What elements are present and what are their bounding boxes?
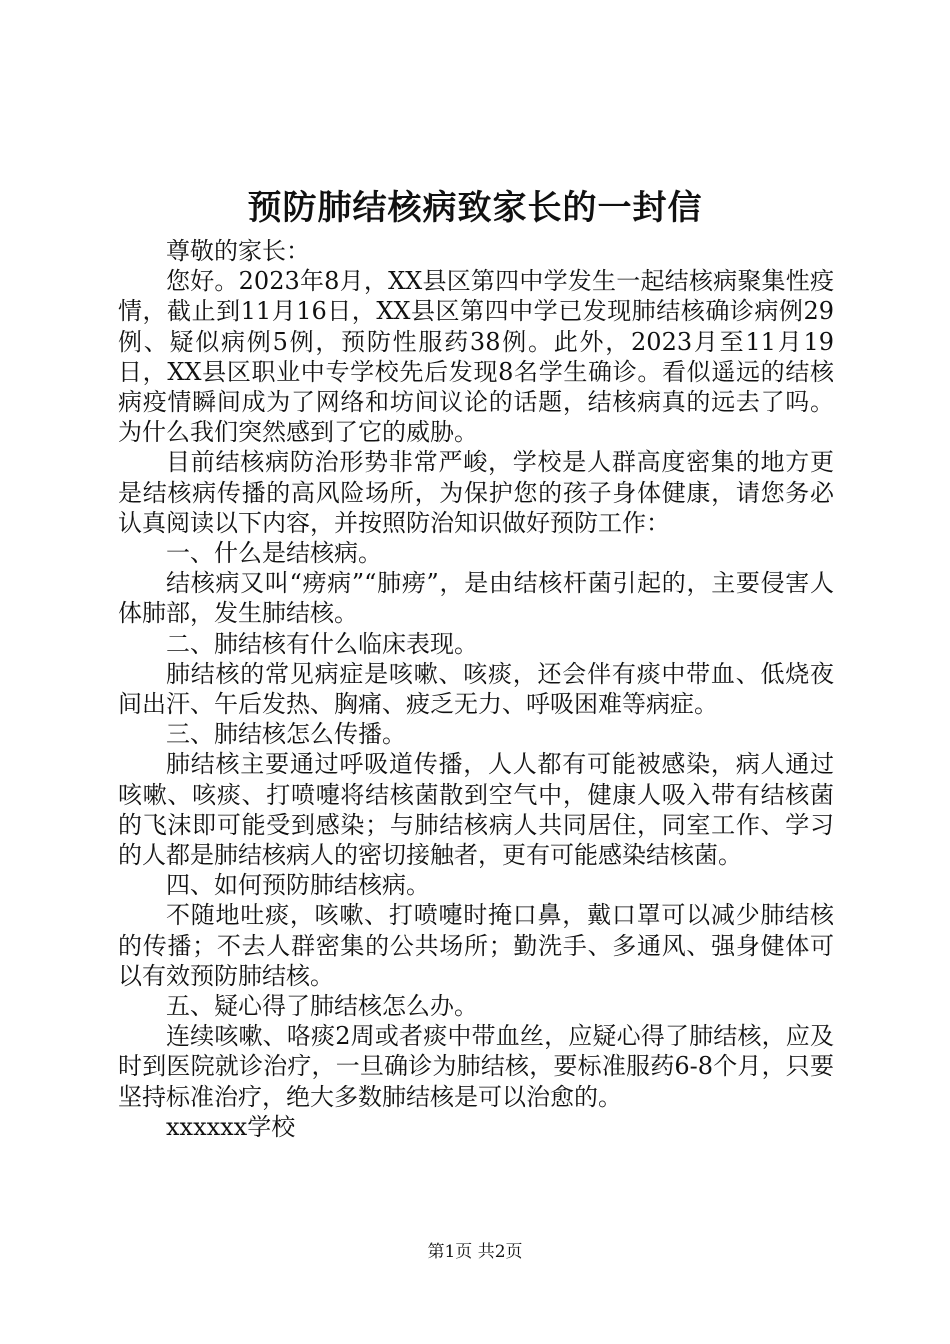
section-body-1: 结核病又叫“痨病”“肺痨”，是由结核杆菌引起的，主要侵害人体肺部，发生肺结核。 [118, 569, 834, 628]
letter-body [118, 236, 834, 1142]
section-body-3: 肺结核主要通过呼吸道传播，人人都有可能被感染，病人通过咳嗽、咳痰、打喷嚏将结核菌散到空气中，健康人吸入带有结核菌的飞沫即可能受到感染；与肺结核病人共同居住，同室工作、学习的人都是肺结核病人的密切接触者，更有可能感染结核菌。 [118, 750, 834, 870]
signature-line: xxxxxx学校 [166, 1112, 296, 1141]
paragraph-situation: 目前结核病防治形势非常严峻，学校是人群高度密集的地方更是结核病传播的高风险场所，为保护您的孩子身体健康，请您务必认真阅读以下内容，并按照防治知识做好预防工作： [118, 448, 834, 537]
document-title: 预防肺结核病致家长的一封信 [247, 188, 703, 228]
section-body-4: 不随地吐痰，咳嗽、打喷嚏时掩口鼻，戴口罩可以减少肺结核的传播；不去人群密集的公共场所；勤洗手、多通风、强身健体可以有效预防肺结核。 [118, 901, 834, 990]
section-heading-5: 五、疑心得了肺结核怎么办。 [166, 992, 478, 1021]
section-heading-2: 二、肺结核有什么临床表现。 [166, 629, 478, 658]
section-body-5: 连续咳嗽、咯痰2周或者痰中带血丝，应疑心得了肺结核，应及时到医院就诊治疗，一旦确诊为肺结核，要标准服药6-8个月，只要坚持标准治疗，绝大多数肺结核是可以治愈的。 [118, 1022, 834, 1111]
paragraph-intro: 您好。2023年8月，XX县区第四中学发生一起结核病聚集性疫情，截止到11月16日，XX县区第四中学已发现肺结核确诊病例29例、疑似病例5例，预防性服药38例。此外，2023月至11月19日，XX县区职业中专学校先后发现8名学生确诊。看似遥远的结核病疫情瞬间成为了网络和坊间议论的话题，结核病真的远去了吗。为什么我们突然感到了它的威胁。 [118, 267, 834, 447]
section-heading-4: 四、如何预防肺结核病。 [166, 871, 430, 900]
page-footer: 第1页 共2页 [427, 1242, 523, 1262]
greeting-line: 尊敬的家长： [166, 237, 310, 265]
section-body-2: 肺结核的常见病症是咳嗽、咳痰，还会伴有痰中带血、低烧夜间出汗、午后发热、胸痛、疲乏无力、呼吸困难等病症。 [118, 659, 834, 719]
section-heading-3: 三、肺结核怎么传播。 [166, 720, 406, 749]
section-heading-1: 一、什么是结核病。 [166, 539, 382, 568]
